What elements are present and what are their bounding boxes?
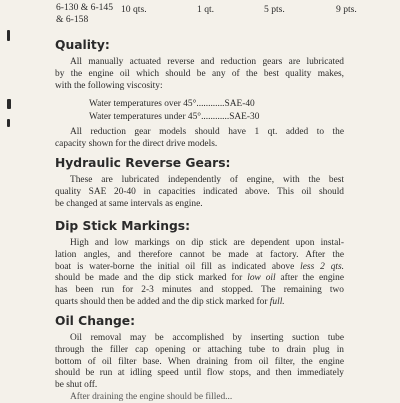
paragraph-line: lation angles, and therefore cannot be made at factory. After the xyxy=(55,249,344,260)
paragraph-line: by the engine oil which should be any of the best quality makes, xyxy=(55,68,344,79)
viscosity-condition: Water temperatures over 45° xyxy=(89,99,197,109)
oil-change-heading: Oil Change: xyxy=(55,314,136,328)
line-text: quarts should then be added and the dip stick marked for xyxy=(55,296,270,307)
engine-model: 6-130 & 6-145 xyxy=(56,2,114,13)
quality-paragraph xyxy=(55,57,344,92)
capacity-value: 1 qt. xyxy=(197,4,215,15)
capacity-table-row xyxy=(0,2,400,26)
oil-change-paragraph xyxy=(55,333,344,392)
leader-dots: ............ xyxy=(196,99,225,109)
viscosity-grade: SAE-30 xyxy=(229,112,260,122)
engine-models xyxy=(56,2,113,26)
binding-mark xyxy=(7,99,11,109)
paragraph-line: All reduction gear models should have 1 qt. added to the xyxy=(70,127,344,137)
paragraph-line: should be run at idling speed until flow stops, and then immediately xyxy=(55,368,344,379)
paragraph-line: be changed at same intervals as engine. xyxy=(55,198,203,209)
leader-dots: ............ xyxy=(201,112,230,122)
viscosity-condition: Water temperatures under 45° xyxy=(89,112,202,122)
dipstick-paragraph xyxy=(55,238,344,309)
paragraph-line: has been run for 2-3 minutes and stopped. The remaining two xyxy=(55,285,344,296)
paragraph-line xyxy=(55,273,344,285)
line-text: boat is water-borne the initial oil fill as indicated above xyxy=(55,261,301,272)
viscosity-row xyxy=(89,111,259,123)
paragraph-line: be shut off. xyxy=(55,380,98,391)
emphasis-text: full. xyxy=(269,296,285,307)
binding-mark xyxy=(7,30,10,41)
capacity-value: 10 qts. xyxy=(121,4,147,15)
viscosity-row xyxy=(89,98,255,110)
capacity-value: 5 pts. xyxy=(264,4,285,15)
capacity-value: 9 pts. xyxy=(336,4,357,15)
emphasis-text: less 2 qts. xyxy=(300,261,344,272)
line-text: should be made and the dip stick marked for xyxy=(55,273,248,284)
paragraph-line: quality SAE 20-40 in capacities indicated above. This oil should xyxy=(55,186,344,197)
binding-mark xyxy=(7,119,10,127)
hydraulic-paragraph xyxy=(55,175,344,210)
cutoff-line: After draining the engine should be filled... xyxy=(70,392,233,402)
emphasis-text: low oil xyxy=(247,273,276,284)
hydraulic-heading: Hydraulic Reverse Gears: xyxy=(55,156,231,170)
paragraph-line: These are lubricated independently of engine, with the best xyxy=(70,175,344,185)
paragraph-line: All manually actuated reverse and reduction gears are lubricated xyxy=(70,57,344,67)
paragraph-line xyxy=(55,297,344,309)
paragraph-line: capacity shown for the direct drive models. xyxy=(55,138,218,149)
paragraph-line: through the filler cap opening or attaching tube to drain plug in xyxy=(55,344,344,355)
paragraph-line xyxy=(55,262,344,274)
quality-heading: Quality: xyxy=(55,38,110,52)
paragraph-line: High and low markings on dip stick are dependent upon instal- xyxy=(70,238,344,248)
paragraph-line: with the following viscosity: xyxy=(55,80,163,91)
paragraph-line: bottom of oil filter base. When draining from oil filter, the engine xyxy=(55,356,344,367)
viscosity-grade: SAE-40 xyxy=(224,99,255,109)
quality-note xyxy=(55,127,344,151)
line-text: after the engine xyxy=(275,273,344,284)
dipstick-heading: Dip Stick Markings: xyxy=(55,219,190,233)
engine-model: & 6-158 xyxy=(56,14,89,25)
paragraph-line: Oil removal may be accomplished by inserting suction tube xyxy=(70,333,344,343)
